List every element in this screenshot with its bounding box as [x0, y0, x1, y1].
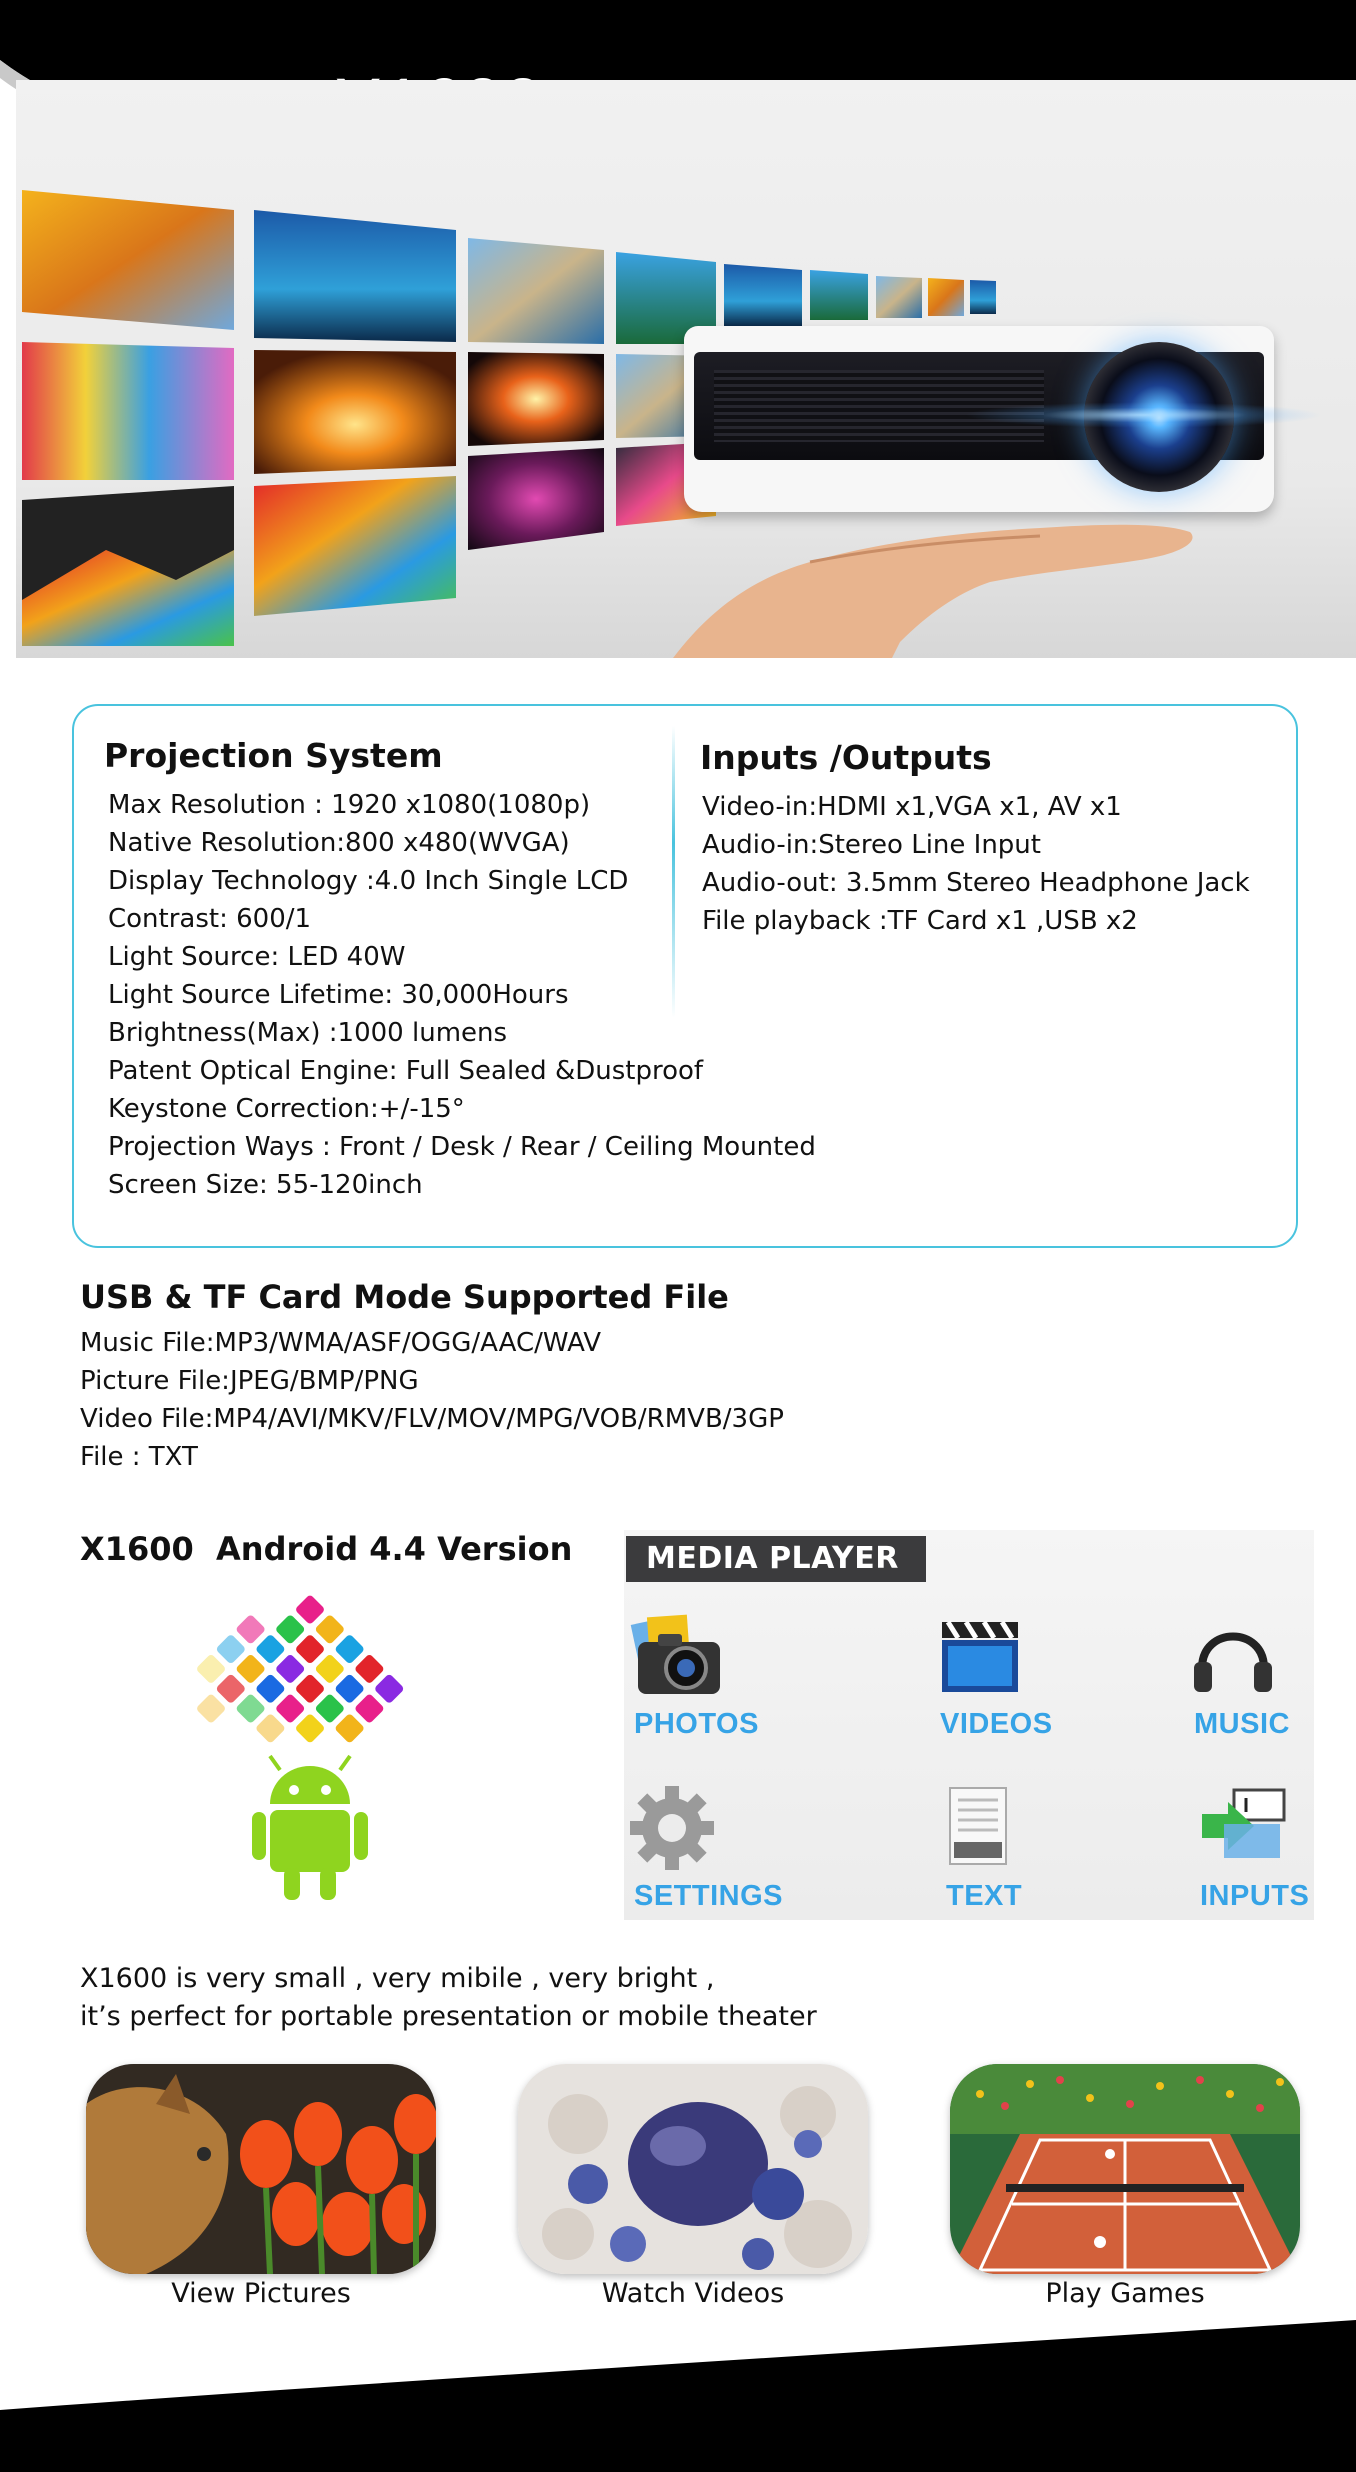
media-item-videos[interactable]: [934, 1612, 1134, 1762]
caption-view-pictures: View Pictures: [171, 2278, 351, 2309]
footer-band: [0, 2290, 1356, 2472]
supported-files-heading: USB & TF Card Mode Supported File: [80, 1278, 729, 1316]
file-type-item: Video File:MP4/AVI/MKV/FLV/MOV/MPG/VOB/RMVB/3GP: [80, 1404, 784, 1434]
spec-item: Light Source: LED 40W: [108, 942, 406, 972]
spec-item: Screen Size: 55-120inch: [108, 1170, 423, 1200]
spec-item: Contrast: 600/1: [108, 904, 312, 934]
gear-icon: [628, 1784, 738, 1874]
media-label: INPUTS: [1200, 1880, 1310, 1912]
media-label: VIDEOS: [940, 1708, 1053, 1740]
file-type-item: File : TXT: [80, 1442, 198, 1472]
hero-image: [16, 80, 1356, 658]
io-item: Audio-in:Stereo Line Input: [702, 830, 1041, 860]
media-label: MUSIC: [1194, 1708, 1290, 1740]
media-item-photos[interactable]: [628, 1612, 828, 1762]
file-type-item: Picture File:JPEG/BMP/PNG: [80, 1366, 419, 1396]
spec-item: Display Technology :4.0 Inch Single LCD: [108, 866, 629, 896]
feature-card-videos: [518, 2064, 868, 2274]
clapperboard-icon: [934, 1612, 1044, 1702]
cat-tulips-image: [86, 2064, 436, 2274]
android-version-heading: X1600 Android 4.4 Version: [80, 1530, 573, 1568]
caption-watch-videos: Watch Videos: [601, 2278, 785, 2309]
io-item: File playback :TF Card x1 ,USB x2: [702, 906, 1138, 936]
spec-item: Projection Ways : Front / Desk / Rear / Ceiling Mounted: [108, 1132, 816, 1162]
media-item-settings[interactable]: [628, 1784, 828, 1934]
spec-item: Light Source Lifetime: 30,000Hours: [108, 980, 569, 1010]
media-label: TEXT: [946, 1880, 1023, 1912]
media-player-badge: MEDIA PLAYER: [626, 1536, 926, 1582]
spec-item: Brightness(Max) :1000 lumens: [108, 1018, 508, 1048]
media-player-panel: [624, 1530, 1314, 1920]
io-item: Video-in:HDMI x1,VGA x1, AV x1: [702, 792, 1122, 822]
product-tagline: [80, 1960, 817, 2036]
spec-item: Keystone Correction:+/-15°: [108, 1094, 465, 1124]
tagline-line-2: it’s perfect for portable presentation or mobile theater: [80, 2001, 817, 2032]
io-spec-list: [702, 788, 1250, 940]
tagline-line-1: X1600 is very small , very mibile , very bright ,: [80, 1963, 715, 1994]
input-arrow-icon: [1194, 1784, 1304, 1874]
io-item: Audio-out: 3.5mm Stereo Headphone Jack: [702, 868, 1250, 898]
headphones-icon: [1188, 1612, 1298, 1702]
projector-device: [684, 326, 1282, 518]
media-item-text[interactable]: [940, 1784, 1140, 1934]
media-item-inputs[interactable]: [1194, 1784, 1356, 1934]
projection-system-heading: Projection System: [104, 736, 443, 775]
file-type-item: Music File:MP3/WMA/ASF/OGG/AAC/WAV: [80, 1328, 602, 1358]
camera-photos-icon: [628, 1612, 738, 1702]
spec-item: Patent Optical Engine: Full Sealed &Dustproof: [108, 1056, 704, 1086]
media-label: SETTINGS: [634, 1880, 784, 1912]
feature-card-pictures: [86, 2064, 436, 2274]
caption-play-games: Play Games: [1045, 2278, 1205, 2309]
feature-card-games: [950, 2064, 1300, 2274]
blueberries-splash-image: [518, 2064, 868, 2274]
projector-light-beam: [964, 402, 1324, 428]
inputs-outputs-heading: Inputs /Outputs: [700, 738, 992, 777]
media-item-music[interactable]: [1188, 1612, 1356, 1762]
media-label: PHOTOS: [634, 1708, 759, 1740]
txt-document-icon: [940, 1784, 1050, 1874]
android-logo-art: [170, 1584, 450, 1904]
tennis-court-image: [950, 2064, 1300, 2274]
android-robot-icon: [252, 1756, 368, 1900]
spec-item: Native Resolution:800 x480(WVGA): [108, 828, 570, 858]
spec-item: Max Resolution : 1920 x1080(1080p): [108, 790, 591, 820]
supported-files-section: [80, 1278, 784, 1476]
spec-panel: [72, 704, 1298, 1248]
hand-holding-projector: [660, 502, 1200, 658]
supported-files-list: [80, 1324, 784, 1476]
